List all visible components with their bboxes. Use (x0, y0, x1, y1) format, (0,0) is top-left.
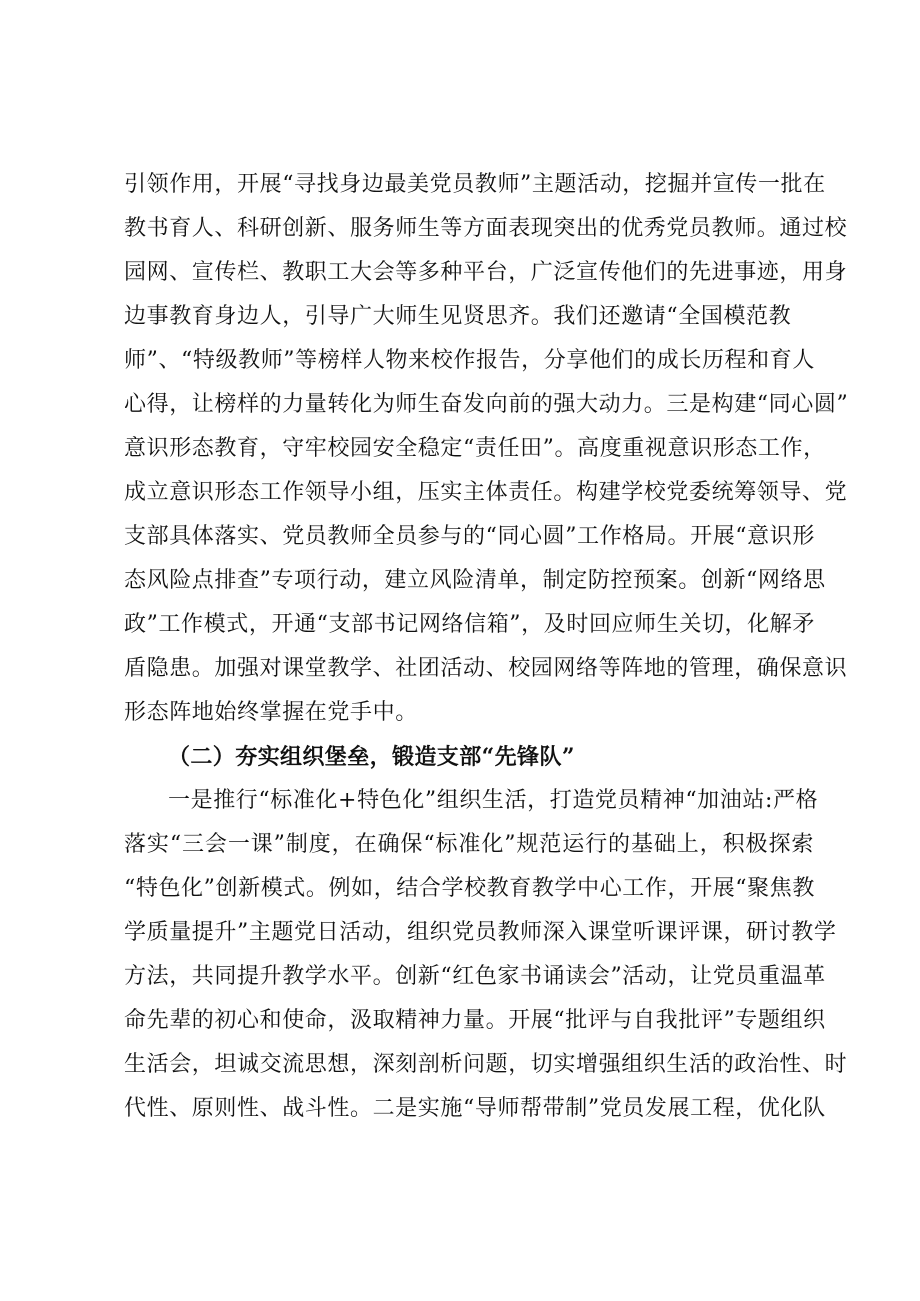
paragraph-line: 教书育人、科研创新、服务师生等方面表现突出的优秀党员教师。通过校 (124, 216, 848, 241)
paragraph-line: 落实“三会一课”制度，在确保“标准化”规范运行的基础上，积极探索 (124, 832, 814, 857)
paragraph-line: 园网、宣传栏、教职工大会等多种平台，广泛宣传他们的先进事迹，用身 (124, 260, 848, 285)
paragraph-line: 政”工作模式，开通“支部书记网络信箱”，及时回应师生关切，化解矛 (124, 612, 815, 637)
paragraph-line: 一是推行“标准化+特色化”组织生活，打造党员精神“加油站:严格 (168, 788, 819, 813)
paragraph-line: 学质量提升”主题党日活动，组织党员教师深入课堂听课评课，研讨教学 (124, 920, 837, 945)
paragraph-line: 形态阵地始终掌握在党手中。 (124, 700, 418, 725)
paragraph-line: 师”、“特级教师”等榜样人物来校作报告，分享他们的成长历程和育人 (124, 348, 815, 373)
paragraph-line: 意识形态教育，守牢校园安全稳定“责任田”。高度重视意识形态工作， (124, 436, 826, 461)
paragraph-line: “特色化”创新模式。例如，结合学校教育教学中心工作，开展“聚焦教 (124, 876, 815, 901)
paragraph-line: 命先辈的初心和使命，汲取精神力量。开展“批评与自我批评”专题组织 (124, 1008, 826, 1033)
paragraph-line: 盾隐患。加强对课堂教学、社团活动、校园网络等阵地的管理，确保意识 (124, 656, 848, 681)
paragraph-line: 边事教育身边人，引导广大师生见贤思齐。我们还邀请“全国模范教 (124, 304, 792, 329)
paragraph-line: 引领作用，开展“寻找身边最美党员教师”主题活动，挖掘并宣传一批在 (124, 172, 826, 197)
paragraph-line: 心得，让榜样的力量转化为师生奋发向前的强大动力。三是构建“同心圆” (124, 392, 849, 417)
paragraph-line: 成立意识形态工作领导小组，压实主体责任。构建学校党委统筹领导、党 (124, 480, 848, 505)
paragraph-line: 支部具体落实、党员教师全员参与的“同心圆”工作格局。开展“意识形 (124, 524, 815, 549)
section-heading: （二）夯实组织堡垒，锻造支部“先锋队” (168, 744, 575, 770)
paragraph-line: 态风险点排查”专项行动，建立风险清单，制定防控预案。创新“网络思 (124, 568, 826, 593)
paragraph-line: 生活会，坦诚交流思想，深刻剖析问题，切实增强组织生活的政治性、时 (124, 1052, 848, 1077)
paragraph-line: 代性、原则性、战斗性。二是实施“导师帮带制”党员发展工程，优化队 (124, 1096, 826, 1121)
paragraph-line: 方法，共同提升教学水平。创新“红色家书诵读会”活动，让党员重温革 (124, 964, 826, 989)
